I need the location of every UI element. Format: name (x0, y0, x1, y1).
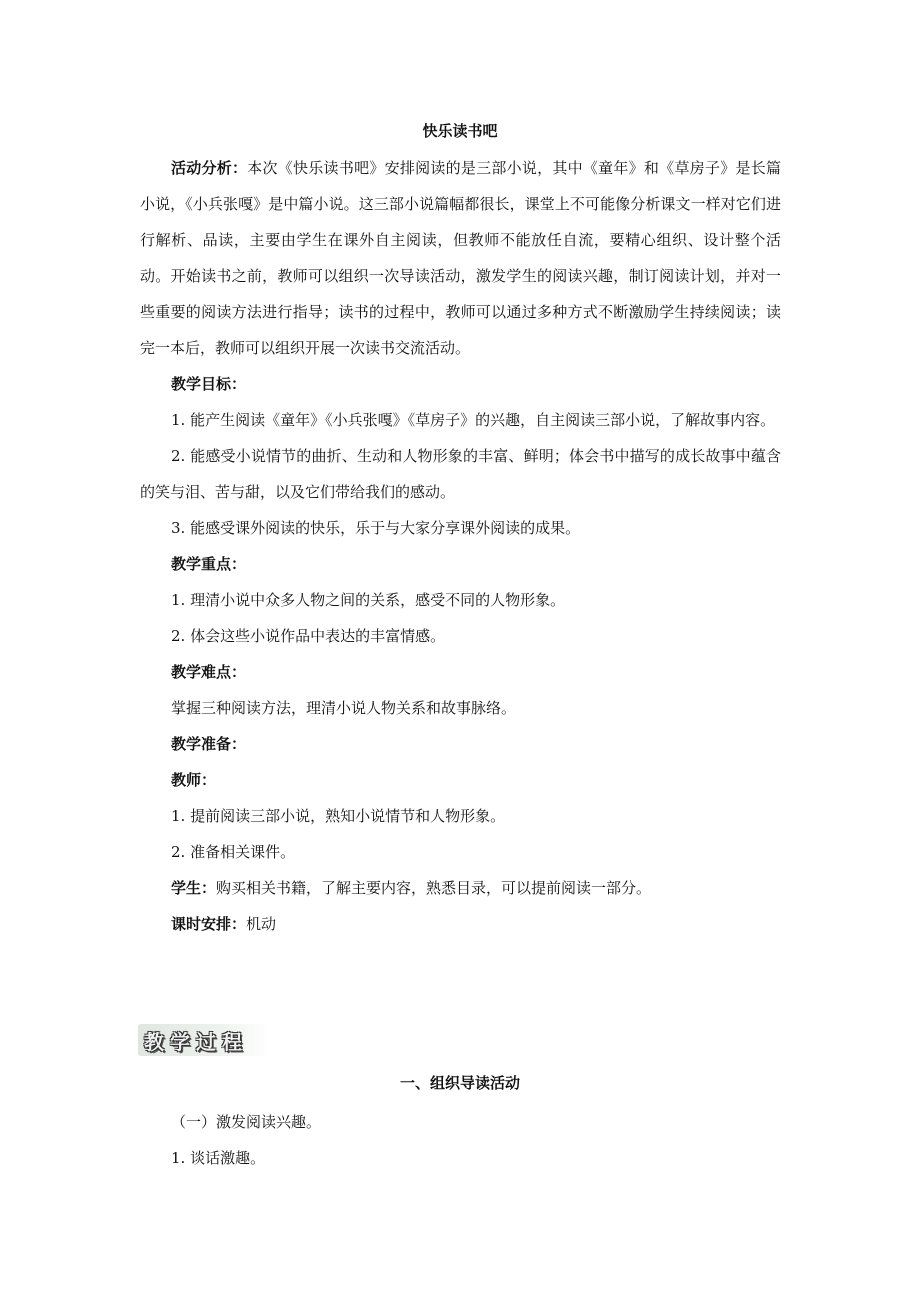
teaching-process-banner (138, 1020, 272, 1060)
section-title: 一、组织导读活动 (399, 1074, 520, 1092)
schedule-text: 机动 (246, 915, 277, 933)
schedule-label: 课时安排： (171, 915, 247, 933)
schedule (140, 906, 781, 942)
teacher-label: 教师： (171, 771, 217, 789)
goal-item: 1. 能产生阅读《童年》《小兵张嘎》《草房子》的兴趣，自主阅读三部小说，了解故事内容。 (171, 411, 776, 429)
page-title: 快乐读书吧 (422, 122, 498, 140)
teacher-item: 1. 提前阅读三部小说，熟知小说情节和人物形象。 (171, 807, 506, 825)
difficulty-text: 掌握三种阅读方法，理清小说人物关系和故事脉络。 (171, 699, 517, 717)
activity-analysis-label: 活动分析： (171, 159, 248, 177)
student-text: 购买相关书籍，了解主要内容，熟悉目录，可以提前阅读一部分。 (216, 879, 652, 897)
activity-analysis-text: 本次《快乐读书吧》安排阅读的是三部小说，其中《童年》和《草房子》是长篇小说，《小兵张嘎》是中篇小说。这三部小说篇幅都很长，课堂上不可能像分析课文一样对它们进行解析、品读，主要由学生在课外自主阅读，但教师不能放任自流，要精心组织、设计整个活动。开始读书之前，教师可以组织一次导读活动，激发学生的阅读兴趣，制订阅读计划，并对一些重要的阅读方法进行指导；读书的过程中，教师可以通过多种方式不断激励学生持续阅读；读完一本后，教师可以组织开展一次读书交流活动。 (140, 159, 781, 357)
key-point-item: 2. 体会这些小说作品中表达的丰富情感。 (171, 627, 446, 645)
preparation-heading: 教学准备： (171, 735, 247, 753)
key-point-item: 1. 理清小说中众多人物之间的关系，感受不同的人物形象。 (171, 591, 566, 609)
goal-item: 3. 能感受课外阅读的快乐，乐于与大家分享课外阅读的成果。 (171, 519, 581, 537)
step-item: 1. 谈话激趣。 (171, 1149, 266, 1167)
student-preparation (140, 870, 781, 906)
lesson-plan-body (140, 150, 781, 942)
student-label: 学生： (171, 879, 217, 897)
difficulty-heading: 教学难点： (171, 663, 247, 681)
activity-analysis (140, 150, 781, 366)
sub-heading: （一）激发阅读兴趣。 (171, 1113, 322, 1131)
goals-heading: 教学目标： (171, 375, 247, 393)
banner-text: 教学过程 (144, 1030, 248, 1054)
key-points-heading: 教学重点： (171, 555, 247, 573)
process-content (140, 1104, 781, 1176)
goal-item: 2. 能感受小说情节的曲折、生动和人物形象的丰富、鲜明；体会书中描写的成长故事中蕴含的笑与泪、苦与甜，以及它们带给我们的感动。 (140, 447, 781, 501)
teacher-item: 2. 准备相关课件。 (171, 843, 296, 861)
